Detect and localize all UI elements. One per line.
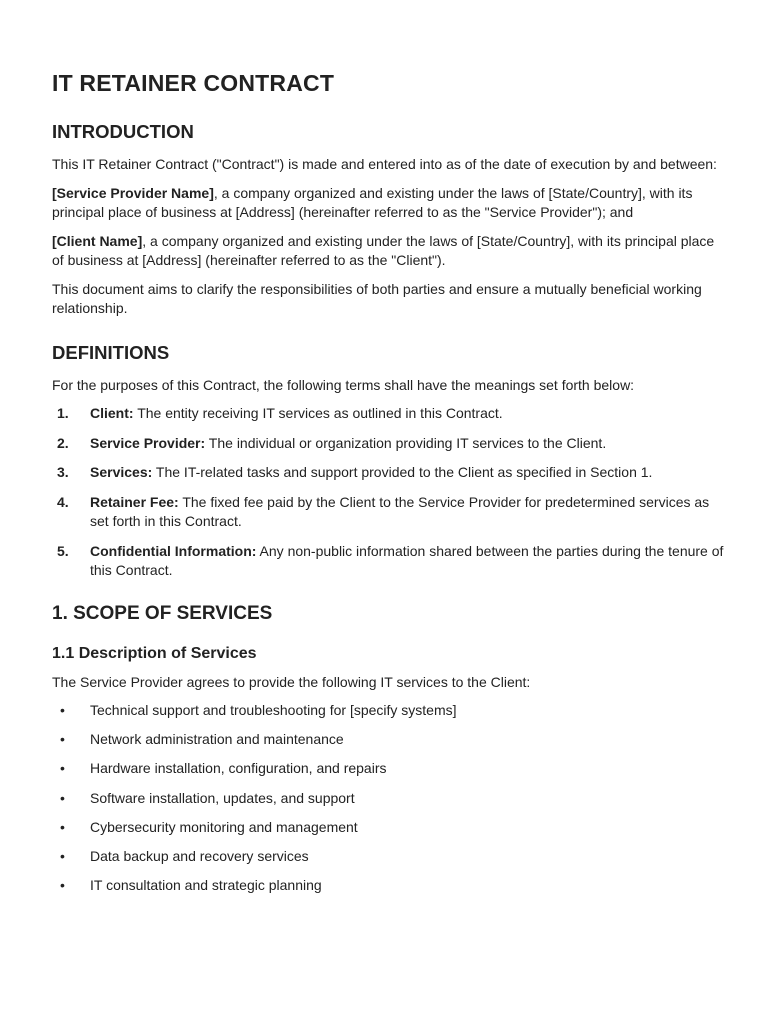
scope-heading: 1. SCOPE OF SERVICES	[52, 602, 273, 624]
service-text: Hardware installation, configuration, and repairs	[90, 760, 387, 777]
definitions-list	[52, 404, 724, 581]
service-item	[52, 759, 724, 779]
description-of-services-heading: 1.1 Description of Services	[52, 644, 257, 662]
definition-number: 3.	[57, 464, 69, 480]
bullet-icon: •	[60, 818, 65, 835]
service-text: Technical support and troubleshooting for [specify systems]	[90, 702, 457, 718]
service-provider-paragraph	[52, 184, 724, 223]
introduction-heading: INTRODUCTION	[52, 121, 194, 142]
definition-term: Client:	[90, 405, 134, 421]
client-name: [Client Name]	[52, 232, 143, 249]
service-provider-name: [Service Provider Name]	[52, 184, 214, 201]
bullet-icon: •	[60, 702, 65, 718]
service-item	[52, 701, 724, 721]
service-item	[52, 789, 724, 809]
definition-term: Services:	[90, 464, 153, 480]
definition-item	[52, 542, 724, 581]
service-provider-description: , a company organized and existing under the laws of [State/Country], with its principal place of business at [Address] (hereinafter referred to as the "Service Provider"); and	[52, 184, 693, 220]
definition-number: 1.	[57, 405, 69, 421]
definitions-intro: For the purposes of this Contract, the following terms shall have the meanings set forth below:	[52, 376, 635, 393]
definition-item	[52, 463, 724, 483]
definition-text: The fixed fee paid by the Client to the Service Provider for predetermined services as set forth in this Contract.	[90, 493, 710, 529]
services-intro: The Service Provider agrees to provide the following IT services to the Client:	[52, 673, 531, 690]
client-paragraph	[52, 232, 724, 271]
bullet-icon: •	[60, 760, 65, 777]
definition-number: 5.	[57, 542, 69, 559]
service-text: Cybersecurity monitoring and management	[90, 818, 358, 835]
definition-item	[52, 493, 724, 532]
services-list	[52, 701, 724, 896]
bullet-icon: •	[60, 847, 65, 864]
definitions-heading: DEFINITIONS	[52, 341, 170, 363]
bullet-icon: •	[60, 731, 65, 748]
definition-item	[52, 434, 724, 454]
definition-item	[52, 404, 724, 424]
purpose-paragraph: This document aims to clarify the responsibilities of both parties and ensure a mutually beneficial working relationship.	[52, 280, 702, 316]
service-text: Software installation, updates, and support	[90, 789, 355, 806]
definition-term: Confidential Information:	[90, 542, 257, 559]
definition-number: 4.	[57, 493, 69, 510]
service-item	[52, 847, 724, 867]
service-item	[52, 818, 724, 838]
definition-text: The IT-related tasks and support provided to the Client as specified in Section 1.	[152, 464, 653, 480]
definition-term: Retainer Fee:	[90, 493, 179, 510]
service-text: IT consultation and strategic planning	[90, 877, 322, 894]
intro-paragraph: This IT Retainer Contract ("Contract") is made and entered into as of the date of execution by and between:	[52, 156, 717, 172]
definition-term: Service Provider:	[90, 434, 206, 451]
bullet-icon: •	[60, 877, 65, 894]
definition-text: The entity receiving IT services as outlined in this Contract.	[133, 405, 503, 421]
definition-text: Any non-public information shared between the parties during the tenure of this Contract.	[90, 542, 724, 578]
document-title: IT RETAINER CONTRACT	[52, 70, 335, 96]
document-page	[52, 70, 724, 905]
service-item	[52, 876, 724, 896]
definition-text: The individual or organization providing IT services to the Client.	[205, 434, 607, 451]
bullet-icon: •	[60, 789, 65, 806]
definition-number: 2.	[57, 434, 69, 451]
service-text: Network administration and maintenance	[90, 731, 344, 748]
client-description: , a company organized and existing under the laws of [State/Country], with its principal place of business at [Address] (hereinafter referred to as the "Client").	[52, 232, 715, 268]
service-text: Data backup and recovery services	[90, 847, 309, 864]
service-item	[52, 730, 724, 750]
